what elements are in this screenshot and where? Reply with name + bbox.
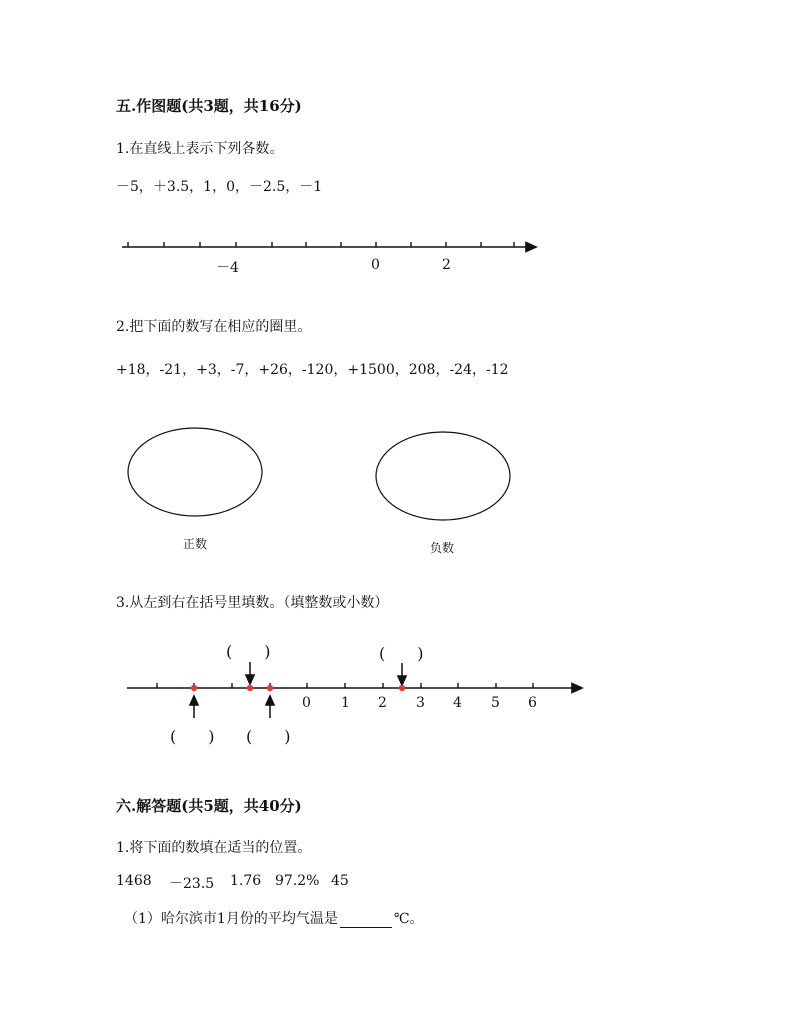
- s5-q2-numbers: +18，-21，+3，-7，+26，-120，+1500，208，-24，-12: [116, 362, 509, 378]
- nl2-label-6: 6: [528, 695, 537, 711]
- nl2-label-5: 5: [491, 695, 500, 711]
- nl2-label-4: 4: [453, 695, 462, 711]
- s6-q1-number-2: －23.5: [169, 876, 215, 892]
- down-arrow-1-head: [246, 675, 254, 684]
- section5-title: 五.作图题(共3题，共16分): [116, 97, 302, 115]
- s6-q1-sub1: [124, 908, 424, 928]
- point-1: [191, 685, 197, 691]
- nl2-label-1: 1: [341, 695, 350, 711]
- s6-q1-number-1: 1468: [116, 873, 152, 889]
- nl1-label-2: 2: [442, 257, 451, 273]
- up-arrow-2-head: [266, 696, 274, 705]
- up-arrow-1-head: [190, 696, 198, 705]
- s6-q1-number-5: 45: [331, 873, 349, 889]
- s6-q1-sub1-suffix: ℃。: [393, 911, 424, 927]
- s6-q1-sub1-prefix: （1）哈尔滨市1月份的平均气温是: [124, 911, 338, 927]
- nl1-label-0: 0: [371, 257, 380, 273]
- positive-label: 正数: [183, 537, 208, 551]
- s6-q1-prompt: 1.将下面的数填在适当的位置。: [116, 840, 312, 856]
- s6-q1-number-4: 97.2%: [275, 873, 320, 889]
- point-4: [399, 685, 405, 691]
- point-2: [247, 685, 253, 691]
- answer-blank[interactable]: [340, 913, 392, 928]
- s6-q1-number-3: 1.76: [230, 873, 262, 889]
- down-arrow-2-head: [398, 676, 406, 685]
- answer-paren-top-1[interactable]: ( ): [226, 642, 271, 661]
- nl2-label-2: 2: [378, 695, 387, 711]
- negative-label: 负数: [430, 541, 455, 555]
- nl2-label-0: 0: [302, 695, 311, 711]
- point-3: [267, 685, 273, 691]
- answer-paren-top-2[interactable]: ( ): [379, 644, 424, 663]
- section6-title: 六.解答题(共5题，共40分): [116, 797, 302, 815]
- answer-paren-bottom-2[interactable]: ( ): [246, 727, 291, 746]
- s5-q1-prompt: 1.在直线上表示下列各数。: [116, 141, 284, 157]
- nl2-label-3: 3: [416, 695, 425, 711]
- number-line-2-arrow: [572, 684, 582, 693]
- s5-q1-numbers: －5，＋3.5，1，0，－2.5，－1: [116, 179, 323, 195]
- nl1-label-minus4: －4: [216, 260, 239, 276]
- s5-q3-prompt: 3.从左到右在括号里填数。（填整数或小数）: [116, 595, 389, 611]
- answer-paren-bottom-1[interactable]: ( ): [170, 727, 215, 746]
- s5-q2-prompt: 2.把下面的数写在相应的圈里。: [116, 319, 312, 335]
